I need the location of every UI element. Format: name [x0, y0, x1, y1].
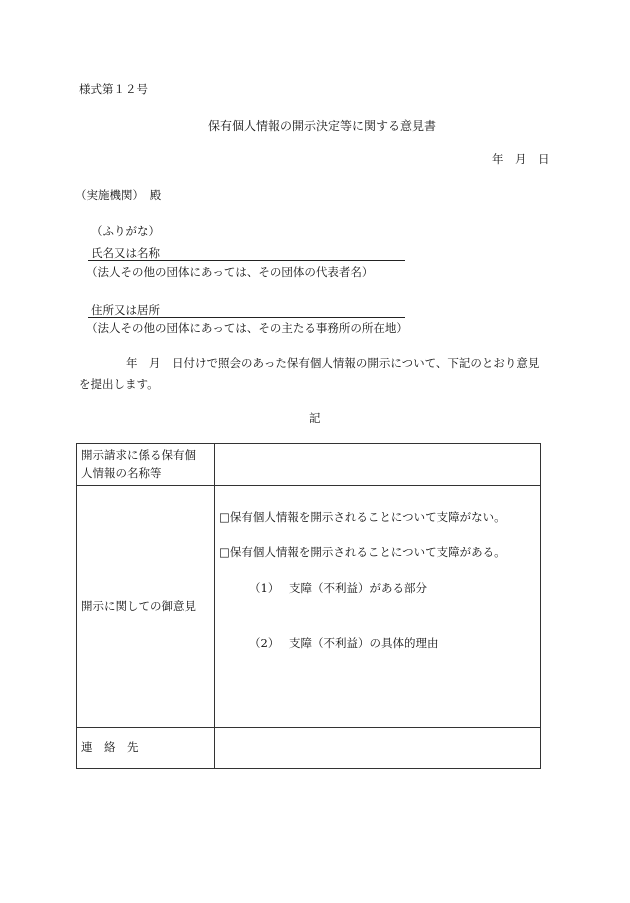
info-name-label-cell: [77, 444, 215, 486]
sub-item-1: [249, 580, 427, 596]
opinion-label: 開示に関しての御意見: [81, 598, 196, 613]
name-note: （法人その他の団体にあっては、その団体の代表者名）: [86, 265, 374, 279]
contact-value-cell[interactable]: [215, 728, 541, 769]
opinion-value-cell[interactable]: [215, 486, 541, 728]
addressee: （実施機関） 殿: [75, 188, 162, 202]
address-note: （法人その他の団体にあっては、その主たる事務所の所在地）: [86, 321, 408, 335]
option-no-objection[interactable]: □保有個人情報を開示されることについて支障がない。: [219, 510, 506, 524]
option-has-objection[interactable]: □保有個人情報を開示されることについて支障がある。: [219, 545, 506, 559]
body-text-line2: を提出します。: [79, 377, 159, 391]
name-underline: [88, 260, 405, 261]
info-name-value-cell[interactable]: [215, 444, 541, 486]
ki-heading: 記: [309, 411, 321, 425]
opinion-table: [76, 443, 541, 769]
sub-item-1-text: 支障（不利益）がある部分: [289, 581, 427, 595]
document-title: 保有個人情報の開示決定等に関する意見書: [208, 119, 437, 133]
table-row: [77, 486, 541, 728]
body-text-line1: 年 月 日付けで照会のあった保有個人情報の開示について、下記のとおり意見: [126, 356, 540, 370]
sub-item-2: [249, 635, 439, 651]
form-number: 様式第１２号: [79, 82, 148, 96]
sub-item-2-number: （2）: [249, 636, 280, 650]
name-label: 氏名又は名称: [91, 246, 160, 260]
table-row: [77, 728, 541, 769]
furigana-label: （ふりがな）: [91, 224, 160, 238]
sub-item-2-text: 支障（不利益）の具体的理由: [289, 636, 439, 650]
date-line: 年 月 日: [492, 152, 550, 166]
contact-label-cell: [77, 728, 215, 769]
table-row: [77, 444, 541, 486]
sub-item-1-number: （1）: [249, 581, 280, 595]
address-underline: [88, 317, 405, 318]
opinion-label-cell: [77, 486, 215, 728]
contact-label: 連 絡 先: [81, 740, 139, 755]
info-name-label-line2: 人情報の名称等: [81, 465, 162, 480]
address-label: 住所又は居所: [91, 303, 160, 317]
info-name-label-line1: 開示請求に係る保有個: [81, 448, 196, 463]
